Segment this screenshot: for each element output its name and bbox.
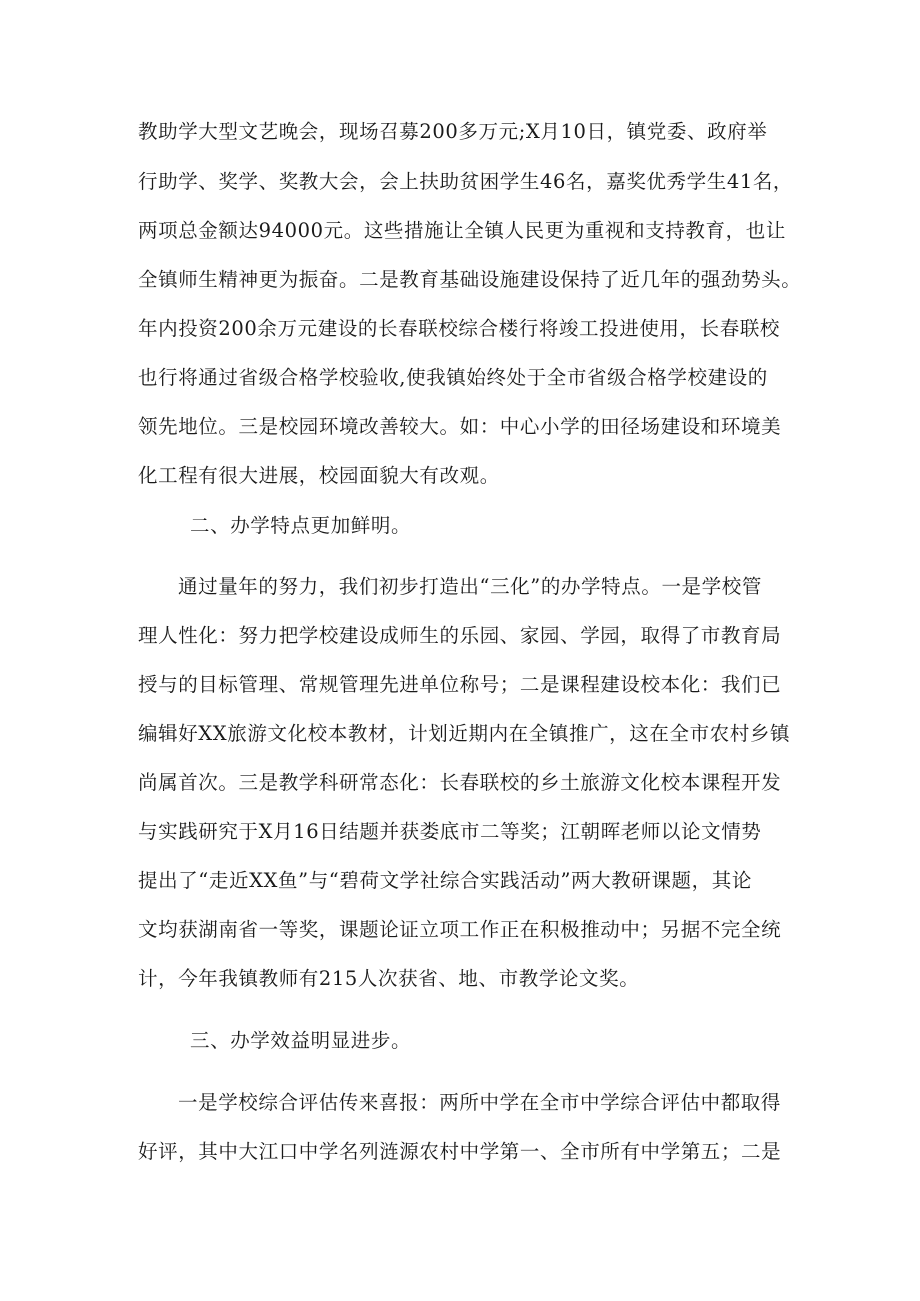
paragraph-line: 编辑好XX旅游文化校本教材，计划近期内在全镇推广，这在全市农村乡镇 — [138, 722, 791, 745]
paragraph-line: 年内投资200余万元建设的长春联校综合楼行将竣工投进使用，长春联校 — [138, 317, 781, 340]
paragraph-line: 尚属首次。三是教学科研常态化：长春联校的乡土旅游文化校本课程开发 — [138, 771, 782, 794]
paragraph-line: 与实践研究于X月16日结题并获娄底市二等奖；江朝晖老师以论文情势 — [138, 820, 762, 843]
paragraph-line: 授与的目标管理、常规管理先进单位称号；二是课程建设校本化：我们已 — [138, 673, 782, 696]
paragraph-line: 行助学、奖学、奖教大会，会上扶助贫困学生46名，嘉奖优秀学生41名， — [138, 170, 794, 193]
paragraph-line: 一是学校综合评估传来喜报：两所中学在全市中学综合评估中都取得 — [178, 1091, 782, 1114]
paragraph-line: 领先地位。三是校园环境改善较大。如：中心小学的田径场建设和环境美 — [138, 415, 782, 438]
section-heading: 二、办学特点更加鲜明。 — [190, 514, 412, 537]
paragraph-line: 两项总金额达94000元。这些措施让全镇人民更为重视和支持教育，也让 — [138, 219, 786, 242]
paragraph-line: 教助学大型文艺晚会，现场召募200多万元;X月10日，镇党委、政府举 — [138, 120, 768, 143]
paragraph-line: 文均获湖南省一等奖，课题论证立项工作正在积极推动中；另据不完全统 — [138, 918, 782, 941]
paragraph-line: 好评，其中大江口中学名列涟源农村中学第一、全市所有中学第五；二是 — [138, 1140, 782, 1163]
section-heading: 三、办学效益明显进步。 — [190, 1029, 412, 1052]
paragraph-line: 通过量年的努力，我们初步打造出“三化”的办学特点。一是学校管 — [178, 575, 762, 598]
paragraph-line: 全镇师生精神更为振奋。二是教育基础设施建设保持了近几年的强劲势头。 — [138, 268, 802, 291]
paragraph-line: 提出了“走近XX鱼”与“碧荷文学社综合实践活动”两大教研课题，其论 — [138, 869, 752, 892]
paragraph-line: 计，今年我镇教师有215人次获省、地、市教学论文奖。 — [138, 967, 640, 990]
paragraph-line: 理人性化：努力把学校建设成师生的乐园、家园、学园，取得了市教育局 — [138, 624, 782, 647]
paragraph-line: 也行将通过省级合格学校验收,使我镇始终处于全市省级合格学校建设的 — [138, 366, 768, 389]
paragraph-line: 化工程有很大进展，校园面貌大有改观。 — [138, 464, 500, 487]
